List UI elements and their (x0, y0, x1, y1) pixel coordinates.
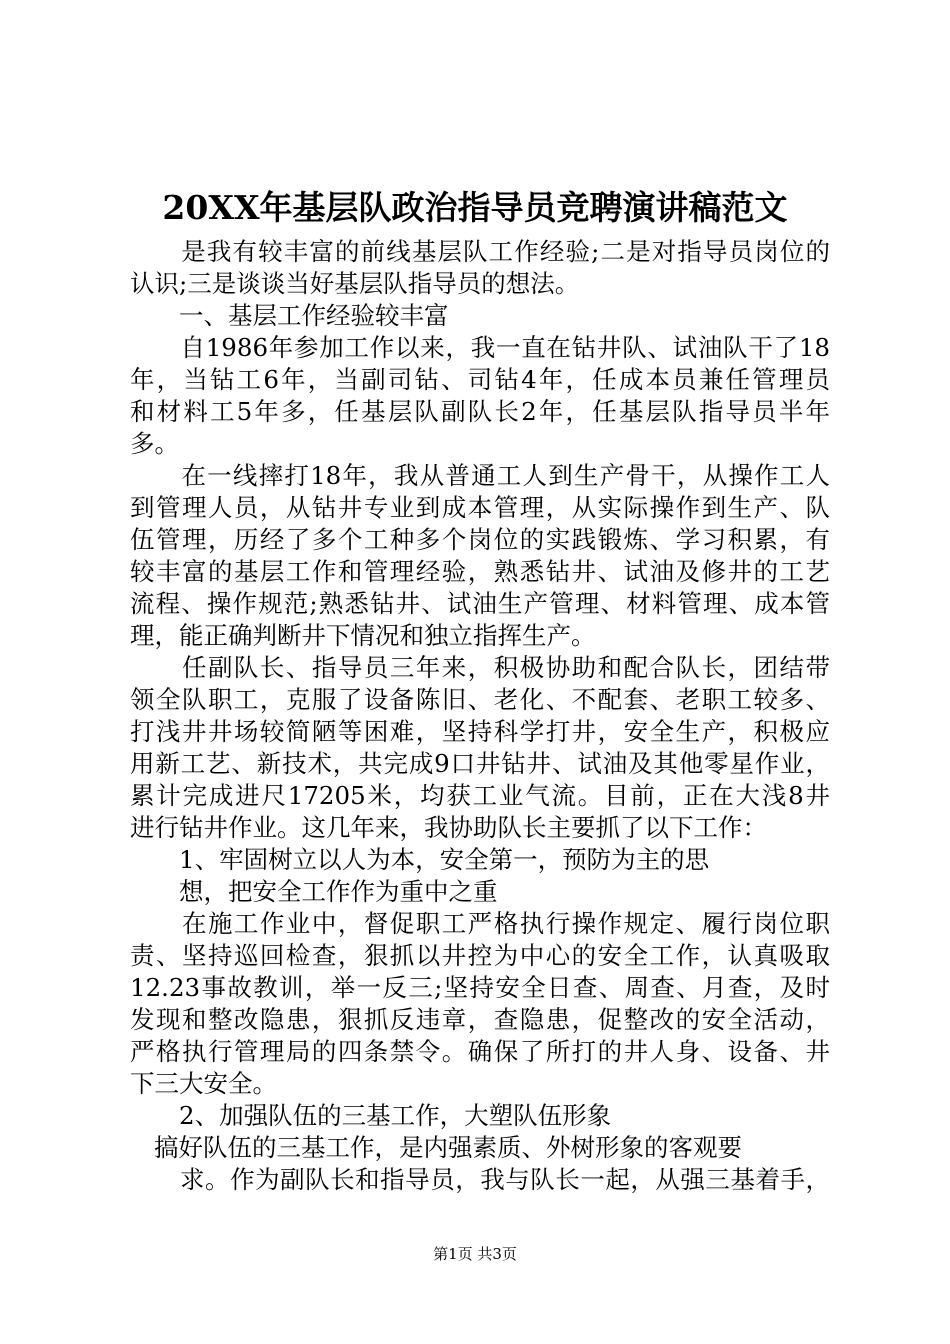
body-line: 求。作为副队长和指导员，我与队长一起，从强三基着手， (130, 1165, 830, 1194)
body-line: 在一线摔打18年，我从普通工人到生产骨干，从操作工人 (130, 461, 830, 490)
document-title: 20XX年基层队政治指导员竞聘演讲稿范文 (162, 188, 788, 227)
body-line: 任副队长、指导员三年来，积极协助和配合队长，团结带 (130, 653, 830, 682)
section-heading: 一、基层工作经验较丰富 (130, 301, 449, 330)
body-line: 打浅井井场较简陋等困难，坚持科学打井，安全生产，积极应 (130, 717, 830, 746)
body-line: 12.23事故教训，举一反三;坚持安全日查、周查、月查，及时 (130, 973, 830, 1002)
body-line: 进行钻井作业。这几年来，我协助队长主要抓了以下工作： (130, 813, 767, 842)
body-line: 领全队职工，克服了设备陈旧、老化、不配套、老职工较多、 (130, 685, 830, 714)
page-number: 第1页 共3页 (433, 1245, 517, 1263)
body-line: 下三大安全。 (130, 1069, 277, 1098)
body-line: 是我有较丰富的前线基层队工作经验;二是对指导员岗位的 (130, 237, 830, 266)
body-line: 责、坚持巡回检查，狠抓以井控为中心的安全工作，认真吸取 (130, 941, 830, 970)
body-line: 认识;三是谈谈当好基层队指导员的想法。 (130, 269, 580, 298)
body-line: 发现和整改隐患，狠抓反违章，查隐患，促整改的安全活动， (130, 1005, 830, 1034)
body-line: 搞好队伍的三基工作，是内强素质、外树形象的客观要 (154, 1133, 742, 1162)
body-line: 累计完成进尺17205米，均获工业气流。目前，正在大浅8井 (130, 781, 830, 810)
body-line: 严格执行管理局的四条禁令。确保了所打的井人身、设备、井 (130, 1037, 830, 1066)
body-line: 到管理人员，从钻井专业到成本管理，从实际操作到生产、队 (130, 493, 830, 522)
body-line: 流程、操作规范;熟悉钻井、试油生产管理、材料管理、成本管 (130, 589, 830, 618)
body-line: 在施工作业中，督促职工严格执行操作规定、履行岗位职 (130, 909, 830, 938)
section-heading: 1、牢固树立以人为本，安全第一，预防为主的思 (130, 845, 710, 874)
body-line: 理，能正确判断井下情况和独立指挥生产。 (130, 621, 596, 650)
body-line: 自1986年参加工作以来，我一直在钻井队、试油队干了18 (130, 333, 830, 362)
body-line: 多。 (130, 429, 179, 458)
body-line: 和材料工5年多，任基层队副队长2年，任基层队指导员半年 (130, 397, 830, 426)
body-line: 伍管理，历经了多个工种多个岗位的实践锻炼、学习积累，有 (130, 525, 830, 554)
body-line: 较丰富的基层工作和管理经验，熟悉钻井、试油及修井的工艺 (130, 557, 830, 586)
section-heading: 想，把安全工作作为重中之重 (130, 877, 498, 906)
body-line: 年，当钻工6年，当副司钻、司钻4年，任成本员兼任管理员 (130, 365, 830, 394)
body-line: 用新工艺、新技术，共完成9口井钻井、试油及其他零星作业， (130, 749, 830, 778)
section-heading: 2、加强队伍的三基工作，大塑队伍形象 (130, 1101, 612, 1130)
